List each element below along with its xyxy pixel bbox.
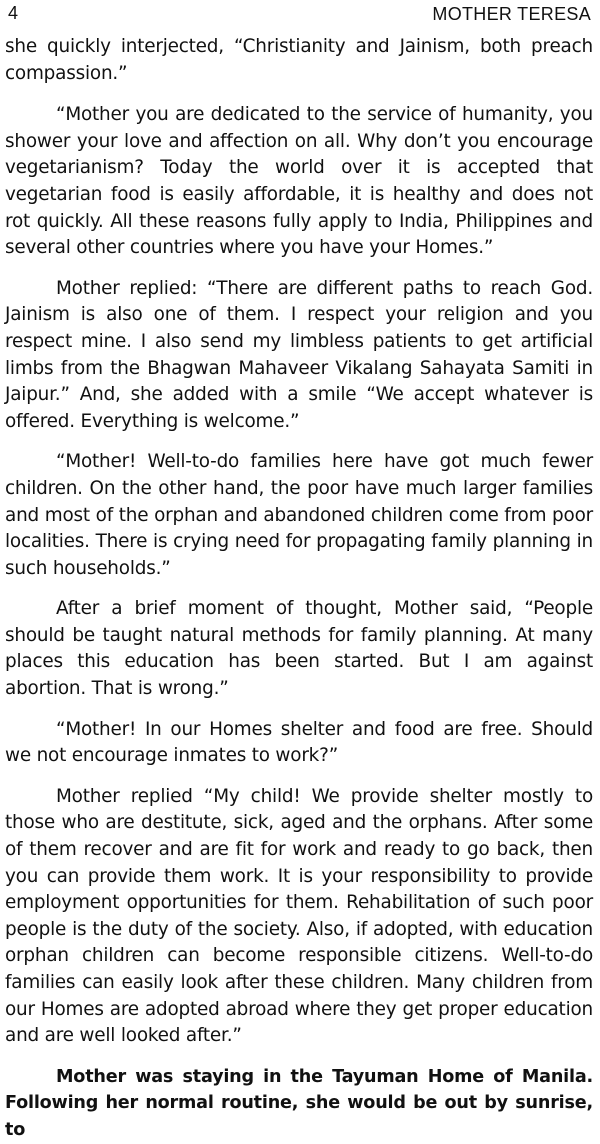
running-title: MOTHER TERESA — [432, 4, 591, 24]
paragraph-5: After a brief moment of thought, Mother said, “People should be taught natural methods for family planning. At many places this education has been started. But I am against abortion. That is wrong.” — [5, 598, 593, 700]
paragraph-1: she quickly interjected, “Christianity and Jainism, both preach compassion.” — [5, 36, 593, 84]
body-text — [5, 34, 593, 1144]
paragraph-7: Mother replied “My child! We provide shelter mostly to those who are destitute, sick, aged and the orphans. After some of them recover and are fit for work and ready to go back, then you can provide them work. It is your responsibility to provide employment opportunities for them. Rehabilitation of such poor people is the duty of the society. Also, if adopted, with education orphan children can become responsible citizens. Well-to-do families can easily look after these children. Many children from our Homes are adopted abroad where they get proper education and are well looked after.” — [5, 785, 593, 1047]
paragraph-2: “Mother you are dedicated to the service of humanity, you shower your love and affection on all. Why don’t you encourage vegetarianism? Today the world over it is accepted that vegetarian food is easily affordable, it is healthy and does not rot quickly. All these reasons fully apply to India, Philippines and several other countries where you have your Homes.” — [5, 104, 593, 259]
page-header — [5, 0, 593, 34]
paragraph-4: “Mother! Well-to-do families here have got much fewer children. On the other hand, the poor have much larger families and most of the orphan and abandoned children come from poor localities. There is crying need for propagating family planning in such households.” — [5, 451, 593, 579]
paragraph-8: Mother was staying in the Tayuman Home of Manila. Following her normal routine, she would be out by sunrise, to — [5, 1066, 593, 1140]
page-number: 4 — [8, 3, 19, 23]
paragraph-3: Mother replied: “There are different paths to reach God. Jainism is also one of them. I respect your religion and you respect mine. I also send my limbless patients to get artificial limbs from the Bhagwan Mahaveer Vikalang Sahayata Samiti in Jaipur.” And, she added with a smile “We accept whatever is offered. Everything is welcome.” — [5, 277, 593, 432]
paragraph-6: “Mother! In our Homes shelter and food are free. Should we not encourage inmates to work?” — [5, 718, 593, 767]
